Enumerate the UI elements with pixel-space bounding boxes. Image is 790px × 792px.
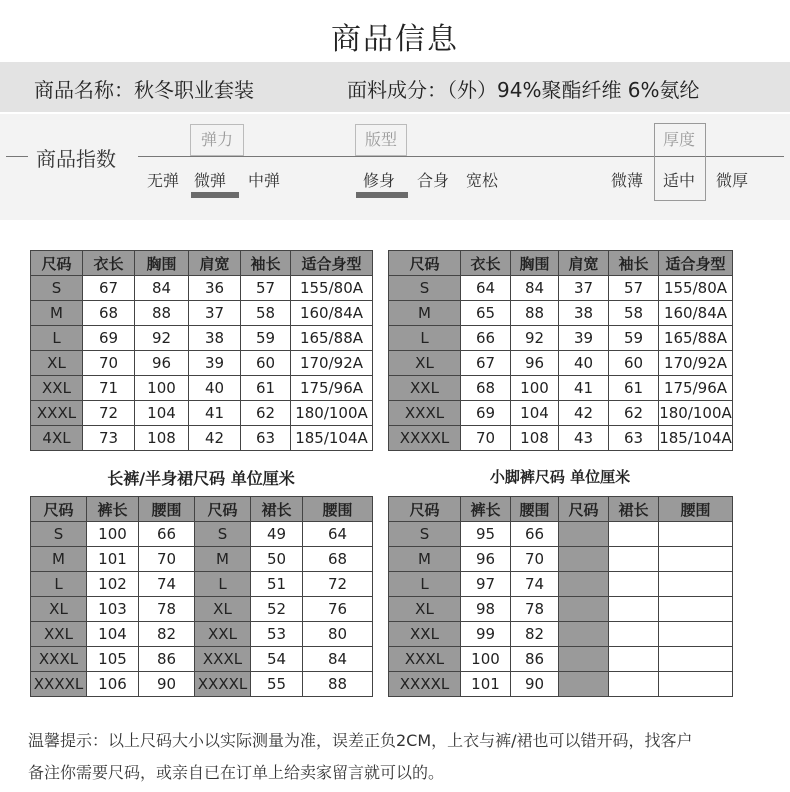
table-cell: 170/92A [659,351,733,376]
table-cell: M [389,301,461,326]
table-cell: 59 [241,326,291,351]
header-cell: 腰围 [659,497,733,522]
bottom-size-table-left [30,496,373,697]
table-cell: 185/104A [291,426,373,451]
table-cell: 67 [83,276,135,301]
table-cell: 37 [559,276,609,301]
table-cell: 106 [87,672,139,697]
table-row [31,572,373,597]
section-title-pants-skirt: 长裤/半身裙尺码 单位厘米 [107,469,295,488]
table-cell: XXL [31,376,83,401]
header-cell: 衣长 [83,251,135,276]
table-cell: 96 [511,351,559,376]
table-cell: 63 [241,426,291,451]
table-cell [659,572,733,597]
table-cell: 165/88A [659,326,733,351]
table-cell: 61 [241,376,291,401]
table-cell [559,622,609,647]
table-cell: 84 [135,276,189,301]
table-cell: 58 [609,301,659,326]
table-cell: 95 [461,522,511,547]
table-cell [559,647,609,672]
table-cell: 55 [251,672,303,697]
header-cell: 尺码 [31,497,87,522]
table-cell: L [31,326,83,351]
table-cell: 74 [139,572,195,597]
table-cell: 86 [139,647,195,672]
table-cell: XL [389,351,461,376]
table-row [31,522,373,547]
table-cell: 175/96A [291,376,373,401]
table-cell: 88 [135,301,189,326]
table-cell: 43 [559,426,609,451]
table-cell: S [389,522,461,547]
fit-option-selected: 修身 [363,171,396,190]
table-cell: 170/92A [291,351,373,376]
table-cell: M [31,547,87,572]
table-cell: 165/88A [291,326,373,351]
header-cell: 适合身型 [291,251,373,276]
fit-title: 版型 [355,124,407,156]
table-cell: XXXL [31,401,83,426]
table-cell: 88 [511,301,559,326]
table-cell: XXXL [389,401,461,426]
table-cell: 66 [139,522,195,547]
table-cell: 100 [511,376,559,401]
thickness-option-selected: 适中 [663,171,696,190]
table-cell: 69 [83,326,135,351]
table-cell: 38 [189,326,241,351]
table-cell [559,522,609,547]
table-cell: 73 [83,426,135,451]
table-cell: 78 [139,597,195,622]
table-cell: M [195,547,251,572]
table-cell: L [195,572,251,597]
table-cell [609,622,659,647]
table-header-row [31,251,373,276]
table-cell: 160/84A [291,301,373,326]
header-cell: 裤长 [87,497,139,522]
header-cell: 腰围 [303,497,373,522]
table-cell: 108 [135,426,189,451]
table-cell: 86 [511,647,559,672]
table-cell: 59 [609,326,659,351]
table-cell: XXL [389,376,461,401]
table-cell: 62 [241,401,291,426]
table-cell: 76 [303,597,373,622]
table-cell: 4XL [31,426,83,451]
table-cell [659,547,733,572]
thickness-title: 厚度 [657,126,701,154]
index-label: 商品指数 [36,147,116,171]
table-header-row [31,497,373,522]
header-cell: 袖长 [609,251,659,276]
table-cell: 82 [139,622,195,647]
elastic-option: 无弹 [147,171,180,190]
table-row [31,276,373,301]
table-cell: L [389,572,461,597]
note-line-2: 备注你需要尺码，或亲自已在订单上给卖家留言就可以的。 [28,763,445,782]
section-title-slim-pants: 小脚裤尺码 单位厘米 [489,468,631,486]
table-cell: 60 [609,351,659,376]
table-cell: 50 [251,547,303,572]
table-row [389,276,733,301]
header-cell: 衣长 [461,251,511,276]
note-line-1: 温馨提示：以上尺码大小以实际测量为准，误差正负2CM，上衣与裤/裙也可以错开码，找客户 [28,731,693,750]
info-bar [0,62,790,112]
table-cell: 62 [609,401,659,426]
table-cell [609,672,659,697]
table-cell: 64 [461,276,511,301]
table-cell: 90 [511,672,559,697]
divider-line [6,156,28,157]
table-cell: 104 [135,401,189,426]
top-size-table-left [30,250,373,451]
table-cell: 78 [511,597,559,622]
table-cell: 64 [303,522,373,547]
table-cell: 101 [87,547,139,572]
table-cell: 155/80A [659,276,733,301]
table-cell: 82 [511,622,559,647]
table-cell: XXXXL [389,672,461,697]
elastic-selected-bar [191,192,239,198]
product-name: 商品名称：秋冬职业套装 [34,78,254,102]
table-cell: 53 [251,622,303,647]
table-cell: 66 [461,326,511,351]
table-cell: 52 [251,597,303,622]
table-row [31,597,373,622]
bottom-size-table-right [388,496,733,697]
table-row [389,597,733,622]
table-cell: 96 [461,547,511,572]
table-cell: 37 [189,301,241,326]
table-cell: 180/100A [291,401,373,426]
table-cell: 58 [241,301,291,326]
elastic-option-selected: 微弹 [194,171,227,190]
fit-option: 合身 [417,171,450,190]
table-cell: 104 [511,401,559,426]
table-cell: 63 [609,426,659,451]
table-cell: S [31,522,87,547]
table-row [389,547,733,572]
table-row [31,672,373,697]
table-cell: M [389,547,461,572]
table-cell: XXXL [31,647,87,672]
table-row [31,401,373,426]
table-row [389,647,733,672]
table-cell: 84 [511,276,559,301]
table-cell: 72 [303,572,373,597]
thickness-option: 微薄 [611,171,644,190]
table-row [31,351,373,376]
table-cell: 49 [251,522,303,547]
thickness-option: 微厚 [716,171,749,190]
table-cell: 41 [189,401,241,426]
table-cell: XL [389,597,461,622]
table-cell: 70 [511,547,559,572]
table-cell: 84 [303,647,373,672]
table-cell: 69 [461,401,511,426]
table-row [31,301,373,326]
table-cell: 100 [87,522,139,547]
table-cell: XXL [195,622,251,647]
table-cell: 98 [461,597,511,622]
table-cell: 92 [511,326,559,351]
top-size-table-right [388,250,733,451]
table-row [31,547,373,572]
table-cell: 80 [303,622,373,647]
table-cell: 67 [461,351,511,376]
table-cell: 100 [135,376,189,401]
header-cell: 尺码 [389,251,461,276]
table-cell: S [389,276,461,301]
table-cell [609,572,659,597]
table-cell: 39 [559,326,609,351]
table-cell [559,572,609,597]
table-cell: 155/80A [291,276,373,301]
header-cell: 肩宽 [559,251,609,276]
header-cell: 适合身型 [659,251,733,276]
table-cell [659,647,733,672]
table-cell: XL [31,597,87,622]
table-cell: 61 [609,376,659,401]
table-cell: 65 [461,301,511,326]
table-cell: XL [195,597,251,622]
table-cell: 105 [87,647,139,672]
table-cell: 68 [461,376,511,401]
table-cell: L [389,326,461,351]
table-cell: XXL [31,622,87,647]
table-cell: S [31,276,83,301]
table-cell: 90 [139,672,195,697]
elastic-option: 中弹 [248,171,281,190]
table-row [389,351,733,376]
table-cell: 57 [609,276,659,301]
table-row [389,426,733,451]
table-cell: 51 [251,572,303,597]
table-cell: 40 [189,376,241,401]
table-cell: XXXL [195,647,251,672]
table-cell: XXXXL [195,672,251,697]
table-cell: 185/104A [659,426,733,451]
table-row [31,647,373,672]
table-cell: XL [31,351,83,376]
header-cell: 胸围 [511,251,559,276]
header-cell: 肩宽 [189,251,241,276]
header-cell: 腰围 [139,497,195,522]
table-row [31,622,373,647]
table-cell: 57 [241,276,291,301]
table-cell: 97 [461,572,511,597]
table-cell: M [31,301,83,326]
table-cell [659,672,733,697]
header-cell: 腰围 [511,497,559,522]
header-cell: 尺码 [195,497,251,522]
table-cell: 36 [189,276,241,301]
table-cell [609,647,659,672]
table-cell: 54 [251,647,303,672]
table-cell [659,597,733,622]
table-cell: XXXL [389,647,461,672]
table-cell [659,522,733,547]
table-cell: 42 [189,426,241,451]
table-cell: 175/96A [659,376,733,401]
table-cell: 68 [303,547,373,572]
table-row [389,672,733,697]
table-row [31,376,373,401]
table-cell: 42 [559,401,609,426]
table-cell: 70 [83,351,135,376]
table-cell: 66 [511,522,559,547]
table-cell: 103 [87,597,139,622]
elastic-title: 弹力 [190,124,244,156]
table-cell: S [195,522,251,547]
header-cell: 裤长 [461,497,511,522]
fit-selected-bar [356,192,408,198]
header-cell: 袖长 [241,251,291,276]
table-cell: XXXXL [389,426,461,451]
table-row [389,572,733,597]
table-cell: 99 [461,622,511,647]
table-cell: 100 [461,647,511,672]
table-row [389,401,733,426]
table-cell [609,547,659,572]
table-cell: 70 [139,547,195,572]
table-cell: L [31,572,87,597]
fabric-composition: 面料成分：（外）94%聚酯纤维 6%氨纶 [347,78,700,102]
table-cell: 71 [83,376,135,401]
table-cell [609,597,659,622]
table-cell: 40 [559,351,609,376]
table-cell: 38 [559,301,609,326]
table-cell: 102 [87,572,139,597]
table-cell: 72 [83,401,135,426]
table-row [389,301,733,326]
table-cell: XXL [389,622,461,647]
table-cell: 60 [241,351,291,376]
table-cell [659,622,733,647]
table-cell [559,597,609,622]
table-header-row [389,497,733,522]
table-row [389,376,733,401]
table-cell: 68 [83,301,135,326]
table-header-row [389,251,733,276]
table-cell [559,547,609,572]
table-cell: 104 [87,622,139,647]
table-row [389,522,733,547]
table-cell: 41 [559,376,609,401]
table-cell: 88 [303,672,373,697]
table-cell: 70 [461,426,511,451]
table-cell [609,522,659,547]
table-row [31,326,373,351]
header-cell: 裙长 [609,497,659,522]
page-title: 商品信息 [331,22,459,57]
table-cell [559,672,609,697]
table-cell: 108 [511,426,559,451]
table-cell: 39 [189,351,241,376]
table-row [389,326,733,351]
table-cell: 160/84A [659,301,733,326]
table-cell: XXXXL [31,672,87,697]
table-cell: 74 [511,572,559,597]
table-cell: 92 [135,326,189,351]
header-cell: 胸围 [135,251,189,276]
header-cell: 尺码 [559,497,609,522]
header-cell: 尺码 [389,497,461,522]
table-cell: 96 [135,351,189,376]
table-row [389,622,733,647]
table-cell: 101 [461,672,511,697]
table-row [31,426,373,451]
header-cell: 裙长 [251,497,303,522]
table-cell: 180/100A [659,401,733,426]
fit-option: 宽松 [466,171,499,190]
header-cell: 尺码 [31,251,83,276]
